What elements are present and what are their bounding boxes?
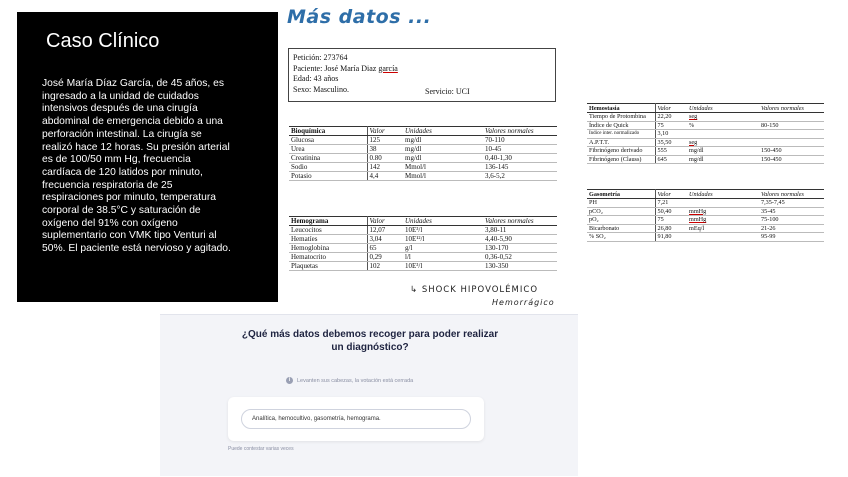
table-row: % SO₂ 91,80 95-99: [587, 233, 824, 242]
table-header: Unidades: [687, 190, 759, 199]
case-line: realizó hace 12 horas. Su presión arterial: [42, 141, 230, 153]
blood-count-table: [289, 216, 557, 271]
table-row: Bicarbonato 26,80 mEq/l 21-26: [587, 224, 824, 233]
table-row: Fibrinógeno derivado 555 mg/dl 150-450: [587, 147, 824, 156]
biochemistry-table: [289, 126, 557, 181]
info-icon: i: [286, 377, 293, 384]
case-line: cardíaca de 120 latidos por minuto,: [42, 166, 203, 178]
case-line: ingresado a la unidad de cuidados: [42, 90, 199, 102]
case-line: suplementario con VMK tipo Venturi al: [42, 230, 217, 242]
poll-card: [160, 314, 578, 476]
table-header: Gasometría: [587, 190, 655, 199]
poll-status: [286, 377, 413, 384]
case-panel: [17, 12, 278, 302]
table-header: Unidades: [403, 127, 483, 136]
table-row: Glucosa 125 mg/dl 70-110: [289, 136, 557, 145]
case-line: corporal de 38.5°C y saturación de: [42, 205, 201, 217]
handwritten-annotation: ↳ SHOCK HIPOVOLÉMICO: [410, 285, 539, 295]
table-row: Hematíes 3,04 10E¹²/l 4,40-5,90: [289, 235, 557, 244]
case-line: es de 100/50 mm Hg, frecuencia: [42, 154, 191, 166]
poll-status-text: Levanten sus cabezas, la votación está cerrada: [297, 377, 414, 384]
case-line: abdominal de emergencia debido a una: [42, 116, 223, 128]
table-row: Creatinina 0.80 mg/dl 0,40-1,30: [289, 154, 557, 163]
table-row: Hemoglobina 65 g/l 130-170: [289, 244, 557, 253]
handwritten-annotation-2: Hemorrágico: [492, 298, 555, 307]
table-row: Sodio 142 Mmol/l 136-145: [289, 163, 557, 172]
case-line: José María Díaz García, de 45 años, es: [42, 78, 225, 89]
case-line: frecuencia respiratoria de 25: [42, 179, 173, 191]
table-header: Valores normales: [759, 104, 824, 113]
case-line: perforación intestinal. La cirugía se: [42, 128, 202, 140]
table-row: Urea 38 mg/dl 10-45: [289, 145, 557, 154]
case-description: [42, 78, 274, 256]
case-line: oxígeno del 91% con oxígeno: [42, 217, 178, 229]
service: Servicio: UCI: [425, 87, 470, 96]
section-heading: Más datos ...: [287, 6, 432, 28]
blood-gas-table: [587, 189, 824, 242]
table-row: Plaquetas 102 10E³/l 130-350: [289, 262, 557, 271]
table-row: pCO₂ 50,40 mmHg 35-45: [587, 207, 824, 216]
table-header: Valor: [367, 217, 403, 226]
table-header: Valores normales: [759, 190, 824, 199]
table-header: Hemostasia: [587, 104, 655, 113]
poll-hint: Puede contestar varias veces: [228, 446, 294, 452]
case-line: intensivos después de una cirugía: [42, 103, 198, 115]
table-row: Índice de Quick 75 % 80-150: [587, 121, 824, 130]
poll-question: ¿Qué más datos debemos recoger para poder realizar un diagnóstico?: [241, 329, 499, 353]
patient-age: Edad: 43 años: [293, 74, 339, 83]
table-header: Valor: [655, 190, 687, 199]
table-row: Hematocrito 0,29 l/l 0,36-0,52: [289, 253, 557, 262]
table-row: Potasio 4,4 Mmol/l 3,6-5,2: [289, 172, 557, 181]
table-header: Hemograma: [289, 217, 367, 226]
case-title: Caso Clínico: [46, 30, 160, 52]
case-line: respiraciones por minuto, temperatura: [42, 192, 216, 204]
table-row: Fibrinógeno (Clauss) 645 mg/dl 150-450: [587, 155, 824, 164]
table-header: Valor: [367, 127, 403, 136]
table-header: Valor: [655, 104, 687, 113]
patient-name: Paciente: José María Diaz garcía: [293, 63, 398, 73]
table-header: Bioquímica: [289, 127, 367, 136]
answer-card: [228, 397, 484, 441]
case-line: 50%. El paciente está nervioso y agitado.: [42, 243, 231, 255]
table-header: Valores normales: [483, 217, 557, 226]
table-row: A.P.T.T. 35,50 seg: [587, 138, 824, 147]
hemostasis-table: [587, 103, 824, 164]
table-row: Leucocitos 12,07 10E³/l 3,80-11: [289, 226, 557, 235]
table-row: Indice inter. normalizado 3,10: [587, 130, 824, 139]
patient-sex: Sexo: Masculino.: [293, 84, 349, 94]
table-header: Unidades: [687, 104, 759, 113]
table-row: PH 7,21 7,35-7,45: [587, 199, 824, 208]
table-header: Unidades: [403, 217, 483, 226]
table-header: Valores normales: [483, 127, 557, 136]
request-number: Petición: 273764: [293, 53, 348, 62]
table-row: Tiempo de Protombina 22,20 seg: [587, 113, 824, 122]
answer-response[interactable]: Analítica, hemocultivo, gasometría, hemograma.: [241, 409, 471, 429]
table-row: pO₂ 75 mmHg 75-100: [587, 216, 824, 225]
request-header: [288, 48, 556, 102]
